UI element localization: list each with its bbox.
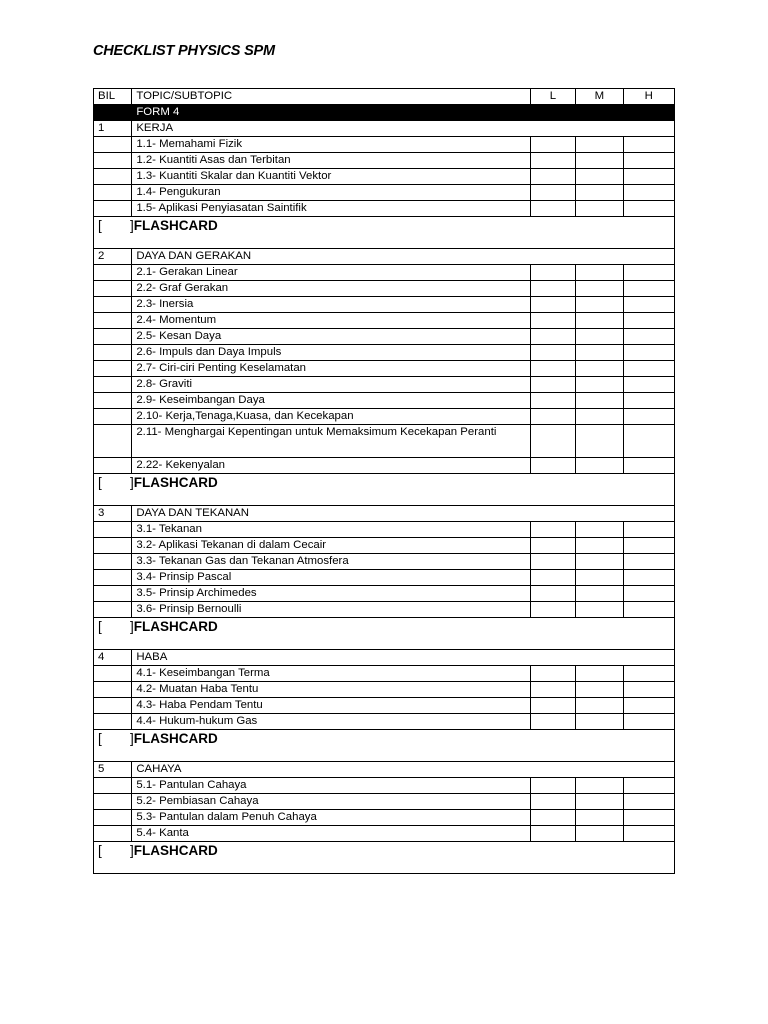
flashcard-row [94, 730, 675, 762]
check-high-cell[interactable] [623, 377, 674, 393]
check-low-cell[interactable] [530, 425, 575, 458]
check-high-cell[interactable] [623, 554, 674, 570]
check-low-cell[interactable] [530, 714, 575, 730]
check-medium-cell[interactable] [576, 393, 623, 409]
flashcard-close-bracket: ] [130, 218, 134, 233]
page-title: CHECKLIST PHYSICS SPM [93, 43, 275, 59]
check-low-cell[interactable] [530, 458, 575, 474]
subtopic-row [94, 169, 675, 185]
check-medium-cell[interactable] [576, 409, 623, 425]
form-label: FORM 4 [132, 105, 675, 121]
subtopic-row [94, 682, 675, 698]
check-high-cell[interactable] [623, 666, 674, 682]
subtopic-bil-cell [94, 201, 132, 217]
check-low-cell[interactable] [530, 570, 575, 586]
subtopic-bil-cell [94, 522, 132, 538]
subtopic-bil-cell [94, 297, 132, 313]
check-medium-cell[interactable] [576, 666, 623, 682]
subtopic-label: 1.5- Aplikasi Penyiasatan Saintifik [132, 201, 530, 217]
subtopic-row [94, 698, 675, 714]
flashcard-row [94, 618, 675, 650]
subtopic-bil-cell [94, 137, 132, 153]
check-low-cell[interactable] [530, 810, 575, 826]
flashcard-close-bracket: ] [130, 619, 134, 634]
section-name: CAHAYA [132, 762, 675, 778]
subtopic-row [94, 137, 675, 153]
subtopic-row [94, 714, 675, 730]
subtopic-label: 2.5- Kesan Daya [132, 329, 530, 345]
subtopic-label: 5.1- Pantulan Cahaya [132, 778, 530, 794]
check-medium-cell[interactable] [576, 201, 623, 217]
check-high-cell[interactable] [623, 714, 674, 730]
subtopic-bil-cell [94, 602, 132, 618]
header-h: H [623, 89, 674, 105]
check-high-cell[interactable] [623, 185, 674, 201]
check-low-cell[interactable] [530, 329, 575, 345]
subtopic-row [94, 265, 675, 281]
subtopic-bil-cell [94, 313, 132, 329]
flashcard-cell[interactable] [94, 217, 675, 249]
check-medium-cell[interactable] [576, 169, 623, 185]
check-low-cell[interactable] [530, 153, 575, 169]
check-low-cell[interactable] [530, 682, 575, 698]
flashcard-label: FLASHCARD [133, 218, 218, 233]
section-number: 2 [94, 249, 132, 265]
subtopic-label: 5.2- Pembiasan Cahaya [132, 794, 530, 810]
check-high-cell[interactable] [623, 297, 674, 313]
subtopic-bil-cell [94, 329, 132, 345]
check-high-cell[interactable] [623, 265, 674, 281]
check-medium-cell[interactable] [576, 682, 623, 698]
check-low-cell[interactable] [530, 794, 575, 810]
subtopic-row [94, 586, 675, 602]
subtopic-bil-cell [94, 698, 132, 714]
subtopic-bil-cell [94, 393, 132, 409]
subtopic-label: 3.5- Prinsip Archimedes [132, 586, 530, 602]
subtopic-row [94, 570, 675, 586]
check-low-cell[interactable] [530, 522, 575, 538]
check-high-cell[interactable] [623, 538, 674, 554]
check-medium-cell[interactable] [576, 810, 623, 826]
subtopic-bil-cell [94, 794, 132, 810]
checklist-body [94, 89, 675, 874]
flashcard-close-bracket: ] [130, 843, 134, 858]
subtopic-row [94, 409, 675, 425]
section-number: 5 [94, 762, 132, 778]
check-low-cell[interactable] [530, 377, 575, 393]
subtopic-label: 4.4- Hukum-hukum Gas [132, 714, 530, 730]
flashcard-label: FLASHCARD [133, 731, 218, 746]
subtopic-row [94, 377, 675, 393]
check-high-cell[interactable] [623, 409, 674, 425]
subtopic-row [94, 393, 675, 409]
check-high-cell[interactable] [623, 169, 674, 185]
header-bil: BIL [94, 89, 132, 105]
flashcard-label: FLASHCARD [133, 619, 218, 634]
subtopic-row [94, 425, 675, 458]
subtopic-label: 2.10- Kerja,Tenaga,Kuasa, dan Kecekapan [132, 409, 530, 425]
form-row [94, 105, 675, 121]
check-low-cell[interactable] [530, 281, 575, 297]
subtopic-label: 1.3- Kuantiti Skalar dan Kuantiti Vektor [132, 169, 530, 185]
check-medium-cell[interactable] [576, 602, 623, 618]
subtopic-label: 3.3- Tekanan Gas dan Tekanan Atmosfera [132, 554, 530, 570]
flashcard-cell[interactable] [94, 618, 675, 650]
check-medium-cell[interactable] [576, 586, 623, 602]
check-medium-cell[interactable] [576, 778, 623, 794]
flashcard-open-bracket: [ [98, 843, 102, 858]
subtopic-label: 4.2- Muatan Haba Tentu [132, 682, 530, 698]
check-high-cell[interactable] [623, 826, 674, 842]
check-low-cell[interactable] [530, 313, 575, 329]
check-low-cell[interactable] [530, 826, 575, 842]
subtopic-bil-cell [94, 265, 132, 281]
subtopic-row [94, 345, 675, 361]
subtopic-label: 3.1- Tekanan [132, 522, 530, 538]
flashcard-label: FLASHCARD [133, 475, 218, 490]
subtopic-bil-cell [94, 810, 132, 826]
subtopic-bil-cell [94, 153, 132, 169]
flashcard-open-bracket: [ [98, 731, 102, 746]
check-high-cell[interactable] [623, 425, 674, 458]
check-low-cell[interactable] [530, 698, 575, 714]
section-number: 1 [94, 121, 132, 137]
subtopic-label: 1.4- Pengukuran [132, 185, 530, 201]
subtopic-bil-cell [94, 714, 132, 730]
check-medium-cell[interactable] [576, 137, 623, 153]
check-low-cell[interactable] [530, 137, 575, 153]
subtopic-row [94, 554, 675, 570]
subtopic-bil-cell [94, 409, 132, 425]
subtopic-row [94, 826, 675, 842]
subtopic-bil-cell [94, 169, 132, 185]
subtopic-bil-cell [94, 458, 132, 474]
subtopic-row [94, 297, 675, 313]
subtopic-row [94, 602, 675, 618]
subtopic-label: 2.6- Impuls dan Daya Impuls [132, 345, 530, 361]
subtopic-row [94, 522, 675, 538]
check-medium-cell[interactable] [576, 361, 623, 377]
check-medium-cell[interactable] [576, 313, 623, 329]
flashcard-open-bracket: [ [98, 218, 102, 233]
subtopic-bil-cell [94, 185, 132, 201]
subtopic-bil-cell [94, 586, 132, 602]
check-high-cell[interactable] [623, 137, 674, 153]
subtopic-row [94, 329, 675, 345]
check-low-cell[interactable] [530, 361, 575, 377]
checklist-table [93, 88, 675, 874]
check-high-cell[interactable] [623, 458, 674, 474]
subtopic-bil-cell [94, 570, 132, 586]
header-topic: TOPIC/SUBTOPIC [132, 89, 530, 105]
section-name: DAYA DAN TEKANAN [132, 506, 675, 522]
subtopic-label: 2.1- Gerakan Linear [132, 265, 530, 281]
check-high-cell[interactable] [623, 682, 674, 698]
subtopic-bil-cell [94, 345, 132, 361]
check-medium-cell[interactable] [576, 538, 623, 554]
subtopic-label: 4.3- Haba Pendam Tentu [132, 698, 530, 714]
flashcard-close-bracket: ] [130, 475, 134, 490]
section-row [94, 121, 675, 137]
subtopic-bil-cell [94, 377, 132, 393]
subtopic-label: 2.7- Ciri-ciri Penting Keselamatan [132, 361, 530, 377]
subtopic-row [94, 313, 675, 329]
check-low-cell[interactable] [530, 393, 575, 409]
check-medium-cell[interactable] [576, 554, 623, 570]
subtopic-row [94, 778, 675, 794]
subtopic-bil-cell [94, 281, 132, 297]
subtopic-row [94, 201, 675, 217]
form-band [94, 105, 132, 121]
section-number: 3 [94, 506, 132, 522]
subtopic-label: 1.1- Memahami Fizik [132, 137, 530, 153]
subtopic-bil-cell [94, 425, 132, 458]
check-medium-cell[interactable] [576, 329, 623, 345]
check-medium-cell[interactable] [576, 377, 623, 393]
subtopic-row [94, 153, 675, 169]
subtopic-row [94, 458, 675, 474]
check-medium-cell[interactable] [576, 714, 623, 730]
subtopic-bil-cell [94, 361, 132, 377]
subtopic-bil-cell [94, 826, 132, 842]
check-high-cell[interactable] [623, 522, 674, 538]
check-high-cell[interactable] [623, 345, 674, 361]
check-medium-cell[interactable] [576, 345, 623, 361]
check-low-cell[interactable] [530, 586, 575, 602]
subtopic-label: 1.2- Kuantiti Asas dan Terbitan [132, 153, 530, 169]
check-low-cell[interactable] [530, 345, 575, 361]
check-low-cell[interactable] [530, 554, 575, 570]
check-medium-cell[interactable] [576, 297, 623, 313]
flashcard-open-bracket: [ [98, 475, 102, 490]
subtopic-label: 2.3- Inersia [132, 297, 530, 313]
subtopic-label: 2.22- Kekenyalan [132, 458, 530, 474]
flashcard-row [94, 474, 675, 506]
section-name: DAYA DAN GERAKAN [132, 249, 675, 265]
check-low-cell[interactable] [530, 778, 575, 794]
subtopic-label: 2.8- Graviti [132, 377, 530, 393]
check-high-cell[interactable] [623, 281, 674, 297]
check-medium-cell[interactable] [576, 794, 623, 810]
check-medium-cell[interactable] [576, 185, 623, 201]
check-medium-cell[interactable] [576, 522, 623, 538]
flashcard-close-bracket: ] [130, 731, 134, 746]
flashcard-cell[interactable] [94, 474, 675, 506]
subtopic-label: 2.2- Graf Gerakan [132, 281, 530, 297]
subtopic-bil-cell [94, 666, 132, 682]
check-high-cell[interactable] [623, 778, 674, 794]
subtopic-bil-cell [94, 682, 132, 698]
check-medium-cell[interactable] [576, 698, 623, 714]
section-row [94, 506, 675, 522]
subtopic-bil-cell [94, 538, 132, 554]
section-row [94, 762, 675, 778]
check-low-cell[interactable] [530, 169, 575, 185]
section-number: 4 [94, 650, 132, 666]
check-low-cell[interactable] [530, 409, 575, 425]
check-low-cell[interactable] [530, 538, 575, 554]
check-high-cell[interactable] [623, 361, 674, 377]
subtopic-bil-cell [94, 554, 132, 570]
check-low-cell[interactable] [530, 185, 575, 201]
check-high-cell[interactable] [623, 794, 674, 810]
subtopic-label: 3.2- Aplikasi Tekanan di dalam Cecair [132, 538, 530, 554]
check-low-cell[interactable] [530, 297, 575, 313]
subtopic-label: 3.6- Prinsip Bernoulli [132, 602, 530, 618]
subtopic-bil-cell [94, 778, 132, 794]
header-m: M [576, 89, 623, 105]
check-medium-cell[interactable] [576, 281, 623, 297]
flashcard-open-bracket: [ [98, 619, 102, 634]
flashcard-row [94, 842, 675, 874]
check-high-cell[interactable] [623, 698, 674, 714]
subtopic-row [94, 794, 675, 810]
check-high-cell[interactable] [623, 329, 674, 345]
check-high-cell[interactable] [623, 393, 674, 409]
check-low-cell[interactable] [530, 602, 575, 618]
check-medium-cell[interactable] [576, 570, 623, 586]
flashcard-row [94, 217, 675, 249]
subtopic-row [94, 538, 675, 554]
check-high-cell[interactable] [623, 201, 674, 217]
section-row [94, 249, 675, 265]
subtopic-row [94, 185, 675, 201]
flashcard-cell[interactable] [94, 730, 675, 762]
check-low-cell[interactable] [530, 265, 575, 281]
check-high-cell[interactable] [623, 810, 674, 826]
check-medium-cell[interactable] [576, 265, 623, 281]
subtopic-label: 5.3- Pantulan dalam Penuh Cahaya [132, 810, 530, 826]
header-row [94, 89, 675, 105]
section-row [94, 650, 675, 666]
check-high-cell[interactable] [623, 602, 674, 618]
subtopic-row [94, 810, 675, 826]
check-high-cell[interactable] [623, 586, 674, 602]
check-medium-cell[interactable] [576, 153, 623, 169]
check-high-cell[interactable] [623, 153, 674, 169]
subtopic-label: 5.4- Kanta [132, 826, 530, 842]
subtopic-label: 2.11- Menghargai Kepentingan untuk Memaksimum Kecekapan Peranti [132, 425, 530, 458]
check-medium-cell[interactable] [576, 458, 623, 474]
section-name: KERJA [132, 121, 675, 137]
subtopic-label: 4.1- Keseimbangan Terma [132, 666, 530, 682]
check-high-cell[interactable] [623, 570, 674, 586]
header-l: L [530, 89, 575, 105]
check-medium-cell[interactable] [576, 425, 623, 458]
check-low-cell[interactable] [530, 201, 575, 217]
check-low-cell[interactable] [530, 666, 575, 682]
subtopic-row [94, 281, 675, 297]
check-high-cell[interactable] [623, 313, 674, 329]
subtopic-label: 3.4- Prinsip Pascal [132, 570, 530, 586]
subtopic-row [94, 361, 675, 377]
subtopic-label: 2.9- Keseimbangan Daya [132, 393, 530, 409]
subtopic-row [94, 666, 675, 682]
subtopic-label: 2.4- Momentum [132, 313, 530, 329]
check-medium-cell[interactable] [576, 826, 623, 842]
flashcard-cell[interactable] [94, 842, 675, 874]
flashcard-label: FLASHCARD [133, 843, 218, 858]
section-name: HABA [132, 650, 675, 666]
